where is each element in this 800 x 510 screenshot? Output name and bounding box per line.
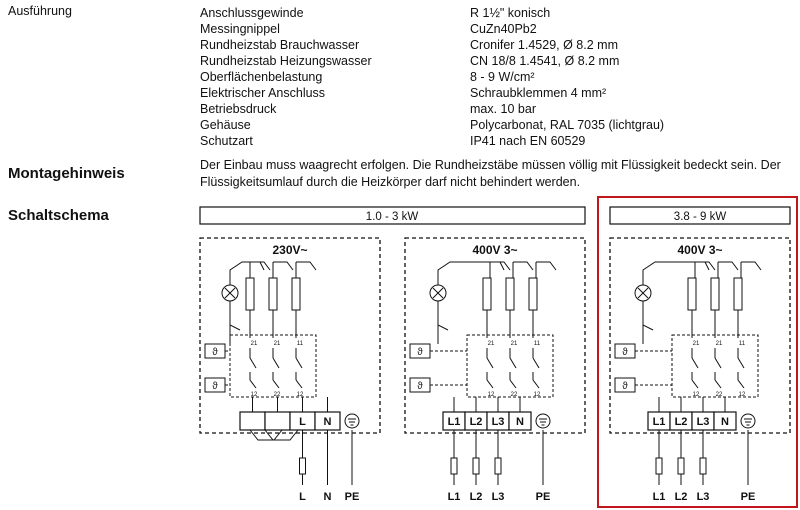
theta-glyph: ϑ bbox=[417, 381, 423, 392]
spec-value: CN 18/8 1.4541, Ø 8.2 mm bbox=[470, 54, 620, 68]
contact-switch bbox=[487, 380, 493, 388]
spec-value: Cronifer 1.4529, Ø 8.2 mm bbox=[470, 38, 618, 52]
schema-heading: Schaltschema bbox=[8, 207, 109, 224]
contact-label: 12 bbox=[692, 392, 700, 398]
contact-switch bbox=[533, 358, 539, 368]
ground-icon bbox=[741, 414, 755, 428]
contact-switch bbox=[692, 358, 698, 368]
contact-label: 21 bbox=[510, 341, 518, 347]
contact-label: 22 bbox=[273, 392, 281, 398]
wire bbox=[643, 301, 653, 330]
spec-key: Messingnippel bbox=[200, 22, 280, 36]
voltage-label: 400V 3~ bbox=[472, 243, 518, 257]
fuse bbox=[451, 458, 457, 474]
terminal bbox=[240, 412, 265, 430]
contact-label: 21 bbox=[692, 341, 700, 347]
contact-label: 12 bbox=[738, 392, 746, 398]
contact-switch bbox=[738, 358, 744, 368]
heating-element bbox=[483, 278, 491, 310]
contact-switch bbox=[296, 380, 302, 388]
contact-switch bbox=[250, 380, 256, 388]
output-label: L2 bbox=[674, 491, 688, 503]
contact-label: 11 bbox=[296, 341, 304, 347]
contact-switch bbox=[273, 358, 279, 368]
contact-switch bbox=[533, 380, 539, 388]
heating-element bbox=[292, 278, 300, 310]
wire bbox=[273, 262, 293, 270]
spec-value: max. 10 bar bbox=[470, 102, 537, 116]
terminal-label: N bbox=[516, 416, 524, 428]
range-label-large: 3.8 - 9 kW bbox=[673, 211, 727, 223]
diagram-1 bbox=[200, 238, 380, 503]
theta-glyph: ϑ bbox=[417, 347, 423, 358]
contact-label: 21 bbox=[715, 341, 723, 347]
contact-label: 22 bbox=[510, 392, 518, 398]
contact-switch bbox=[692, 380, 698, 388]
terminal-label: L2 bbox=[674, 416, 688, 428]
wire bbox=[296, 262, 316, 270]
spec-value: CuZn40Pb2 bbox=[470, 22, 537, 36]
wire bbox=[438, 301, 448, 330]
spec-value: IP41 nach EN 60529 bbox=[470, 134, 586, 148]
output-label: L bbox=[299, 491, 306, 503]
fuse bbox=[678, 458, 684, 474]
montage-note: Der Einbau muss waagrecht erfolgen. Die Rundheizstäbe müssen völlig mit Flüssigkeit bedeckt sein. Der Flüssigkeitsumlauf durch die Heizkörper darf nicht behindert werden. bbox=[200, 158, 781, 189]
spec-key: Elektrischer Anschluss bbox=[200, 86, 326, 100]
contact-switch bbox=[715, 380, 721, 388]
spec-value: 8 - 9 W/cm² bbox=[470, 70, 535, 84]
contact-label: 22 bbox=[715, 392, 723, 398]
contact-label: 12 bbox=[487, 392, 495, 398]
spec-key: Rundheizstab Heizungswasser bbox=[200, 54, 372, 68]
voltage-label: 230V~ bbox=[272, 243, 308, 257]
diagram-3 bbox=[610, 238, 790, 503]
output-label: PE bbox=[344, 491, 360, 503]
contact-label: 12 bbox=[296, 392, 304, 398]
contact-label: 11 bbox=[738, 341, 746, 347]
wire bbox=[250, 262, 270, 270]
montage-heading: Montagehinweis bbox=[8, 165, 125, 182]
output-label: L3 bbox=[696, 491, 710, 503]
contact-label: 21 bbox=[487, 341, 495, 347]
ground-icon bbox=[536, 414, 550, 428]
output-label: L3 bbox=[491, 491, 505, 503]
wire bbox=[513, 262, 533, 270]
wire bbox=[718, 262, 738, 270]
theta-glyph: ϑ bbox=[212, 381, 218, 392]
spec-key: Betriebsdruck bbox=[200, 102, 277, 116]
output-label: L2 bbox=[469, 491, 483, 503]
terminal-label: L3 bbox=[696, 416, 710, 428]
wire bbox=[490, 262, 510, 270]
terminal-label: L1 bbox=[652, 416, 666, 428]
contact-label: 21 bbox=[273, 341, 281, 347]
contact-label: 12 bbox=[533, 392, 541, 398]
spec-key: Anschlussgewinde bbox=[200, 6, 304, 20]
contact-switch bbox=[487, 358, 493, 368]
heating-element bbox=[269, 278, 277, 310]
ground-icon bbox=[345, 414, 359, 428]
heating-element bbox=[529, 278, 537, 310]
wire bbox=[695, 262, 715, 270]
fuse bbox=[656, 458, 662, 474]
output-label: L1 bbox=[652, 491, 666, 503]
heating-element bbox=[711, 278, 719, 310]
contact-label: 21 bbox=[250, 341, 258, 347]
terminal-label: L1 bbox=[447, 416, 461, 428]
output-label: PE bbox=[535, 491, 551, 503]
fuse bbox=[473, 458, 479, 474]
heating-element bbox=[246, 278, 254, 310]
contact-switch bbox=[738, 380, 744, 388]
contact-switch bbox=[510, 358, 516, 368]
spec-value: R 1½" konisch bbox=[470, 6, 551, 20]
spec-value: Polycarbonat, RAL 7035 (lichtgrau) bbox=[470, 118, 665, 132]
terminal-label: N bbox=[323, 416, 332, 428]
fuse bbox=[700, 458, 706, 474]
spec-key: Rundheizstab Brauchwasser bbox=[200, 38, 360, 52]
heating-element bbox=[734, 278, 742, 310]
contact-switch bbox=[510, 380, 516, 388]
fuse bbox=[300, 458, 306, 474]
theta-glyph: ϑ bbox=[622, 347, 628, 358]
terminal bbox=[265, 412, 290, 430]
spec-section-label: Ausführung bbox=[8, 4, 72, 18]
spec-key: Schutzart bbox=[200, 134, 253, 148]
voltage-label: 400V 3~ bbox=[677, 243, 723, 257]
range-label-small: 1.0 - 3 kW bbox=[365, 211, 419, 223]
output-label: PE bbox=[740, 491, 756, 503]
wire bbox=[230, 301, 240, 330]
wire bbox=[438, 262, 504, 285]
terminal-label: N bbox=[721, 416, 729, 428]
contact-label: 11 bbox=[533, 341, 541, 347]
wire bbox=[536, 262, 556, 270]
contact-switch bbox=[296, 358, 302, 368]
theta-glyph: ϑ bbox=[622, 381, 628, 392]
contact-label: 12 bbox=[250, 392, 258, 398]
bridge-link bbox=[265, 430, 298, 440]
diagram-2 bbox=[405, 238, 585, 503]
terminal-label: L bbox=[299, 416, 306, 428]
terminal-label: L3 bbox=[491, 416, 505, 428]
output-label: L1 bbox=[447, 491, 461, 503]
spec-key: Oberflächenbelastung bbox=[200, 70, 323, 84]
output-label: N bbox=[323, 491, 332, 503]
heating-element bbox=[506, 278, 514, 310]
theta-glyph: ϑ bbox=[212, 347, 218, 358]
wire bbox=[643, 262, 709, 285]
wire bbox=[741, 262, 761, 270]
spec-key: Gehäuse bbox=[200, 118, 251, 132]
heating-element bbox=[688, 278, 696, 310]
contact-switch bbox=[273, 380, 279, 388]
terminal-label: L2 bbox=[469, 416, 483, 428]
fuse bbox=[495, 458, 501, 474]
spec-value: Schraubklemmen 4 mm² bbox=[470, 86, 607, 100]
contact-switch bbox=[715, 358, 721, 368]
contact-switch bbox=[250, 358, 256, 368]
